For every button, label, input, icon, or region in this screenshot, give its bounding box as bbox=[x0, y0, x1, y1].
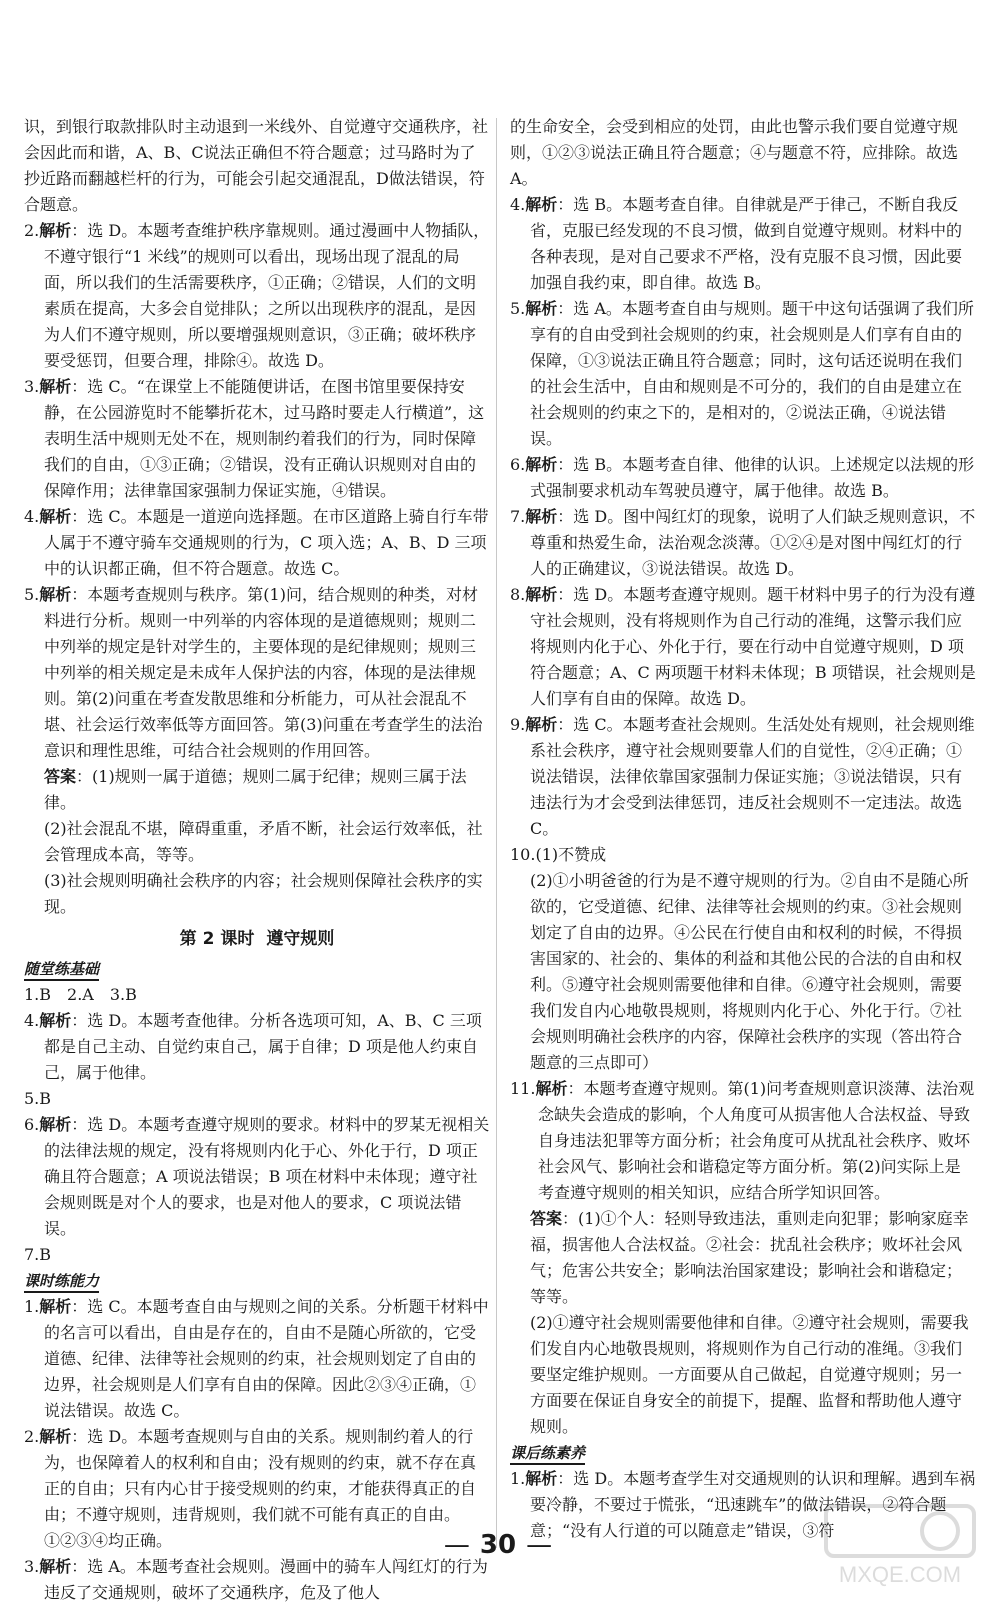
item-number: 5. bbox=[510, 299, 526, 318]
question-item bbox=[24, 1554, 490, 1606]
question-item bbox=[510, 712, 976, 842]
question-item bbox=[24, 1294, 490, 1424]
question-item bbox=[510, 582, 976, 712]
section-heading-row bbox=[510, 1440, 976, 1466]
item-label: 解析 bbox=[525, 195, 558, 214]
answer-paragraph bbox=[510, 1206, 976, 1310]
item-label: 解析 bbox=[525, 1469, 558, 1488]
answer-paragraph bbox=[510, 1310, 976, 1440]
item-number: 5. bbox=[24, 585, 40, 604]
lesson-title bbox=[24, 926, 490, 952]
item-text: (1)不赞成 bbox=[535, 845, 607, 864]
item-number: 4. bbox=[24, 507, 40, 526]
item-label: 解析 bbox=[525, 507, 558, 526]
section-heading-row bbox=[24, 1268, 490, 1294]
item-text: ：(1)规则一属于道德；规则二属于纪律；规则三属于法律。 bbox=[44, 767, 467, 812]
item-text: ：选 B。本题考查自律。自律就是严于律己，不断自我反省，克服已经发现的不良习惯，做到自觉遵守规则。材料中的各种表现，是对自己要求不严格，没有克服不良习惯，因此要加强自我约束，即自律。故选 B。 bbox=[530, 195, 963, 292]
item-text: ：选 C。本题考查自由与规则之间的关系。分析题干材料中的名言可以看出，自由是存在的，自由不是随心所欲的，它受道德、纪律、法律等社会规则的约束，社会规则划定了自由的边界，社会规则是人们享有自由的保障。因此②③④正确，①说法错误。故选 C。 bbox=[44, 1297, 489, 1420]
item-text: 的生命安全，会受到相应的处罚，由此也警示我们要自觉遵守规则，①②③说法正确且符合题意；④与题意不符，应排除。故选 A。 bbox=[510, 117, 959, 188]
watermark-text: MXQE.COM bbox=[838, 1562, 962, 1587]
item-label: 解析 bbox=[39, 377, 72, 396]
answer-line bbox=[24, 982, 490, 1008]
left-column bbox=[24, 114, 490, 1606]
question-item bbox=[24, 504, 490, 582]
lesson-name: 遵守规则 bbox=[266, 929, 335, 949]
item-label: 解析 bbox=[39, 1011, 72, 1030]
item-text: ：选 D。图中闯红灯的现象，说明了人们缺乏规则意识，不尊重和热爱生命，法治观念淡薄。①②④是对图中闯红灯的行人的正确建议，③说法错误。故选 D。 bbox=[530, 507, 976, 578]
item-label: 解析 bbox=[535, 1079, 568, 1098]
item-number: 2. bbox=[24, 221, 40, 240]
item-text: ：选 C。本题是一道逆向选择题。在市区道路上骑自行车带人属于不遵守骑车交通规则的行为，C 项入选；A、B、D 三项中的认识都正确，但不符合题意。故选 C。 bbox=[44, 507, 489, 578]
item-number: 8. bbox=[510, 585, 526, 604]
item-label: 答案 bbox=[530, 1209, 563, 1228]
question-item bbox=[510, 504, 976, 582]
question-item bbox=[510, 842, 976, 868]
item-label: 解析 bbox=[525, 299, 558, 318]
item-number: 4. bbox=[510, 195, 526, 214]
item-text: ：选 D。本题考查遵守规则的要求。材料中的罗某无视相关的法律法规的规定，没有将规则内化于心、外化于行，D 项正确且符合题意；A 项说法错误；B 项在材料中未体现；遵守社会规则既是对个人的要求，也是对他人的要求，C 项说法错误。 bbox=[44, 1115, 490, 1238]
question-item bbox=[24, 1008, 490, 1086]
question-item bbox=[510, 452, 976, 504]
lesson-number: 第 2 课时 bbox=[179, 929, 255, 949]
question-item bbox=[510, 1076, 976, 1206]
item-label: 解析 bbox=[525, 585, 558, 604]
item-text: 识，到银行取款排队时主动退到一米线外、自觉遵守交通秩序，社会因此而和谐，A、B、C说法正确但不符合题意；过马路时为了抄近路而翻越栏杆的行为，可能会引起交通混乱，D做法错误，符合题意。 bbox=[24, 117, 489, 214]
item-label: 解析 bbox=[39, 1115, 72, 1134]
question-item bbox=[24, 218, 490, 374]
item-text: ：选 A。本题考查社会规则。漫画中的骑车人闯红灯的行为违反了交通规则，破坏了交通秩序，危及了他人 bbox=[44, 1557, 488, 1602]
item-text: ：选 C。“在课堂上不能随便讲话，在图书馆里要保持安静，在公园游览时不能攀折花木，过马路时要走人行横道”，这表明生活中规则无处不在，规则制约着我们的行为，同时保障我们的自由，①③正确；②错误，没有正确认识规则对自由的保障作用；法律靠国家强制力保证实施，④错误。 bbox=[44, 377, 485, 500]
item-label: 解析 bbox=[39, 585, 72, 604]
item-number: 1. bbox=[510, 1469, 526, 1488]
answer-paragraph bbox=[24, 764, 490, 816]
item-number: 9. bbox=[510, 715, 526, 734]
item-text: ：(1)①个人：轻则导致违法，重则走向犯罪；影响家庭幸福，损害他人合法权益。②社会：扰乱社会秩序；败坏社会风气；危害公共安全；影响法治国家建设；影响社会和谐稳定；等等。 bbox=[530, 1209, 969, 1306]
section-heading: 随堂练基础 bbox=[24, 959, 99, 981]
item-number: 4. bbox=[24, 1011, 40, 1030]
item-text: ：本题考查遵守规则。第(1)问考查规则意识淡薄、法治观念缺失会造成的影响，个人角度可从损害他人合法权益、导致自身违法犯罪等方面分析；社会角度可从扰乱社会秩序、败坏社会风气、影响社会和谐稳定等方面分析。第(2)问实际上是考查遵守规则的相关知识，应结合所学知识回答。 bbox=[538, 1079, 975, 1202]
question-item bbox=[24, 374, 490, 504]
watermark-logo bbox=[820, 1500, 980, 1590]
item-text: (3)社会规则明确社会秩序的内容；社会规则保障社会秩序的实现。 bbox=[44, 871, 483, 916]
right-column bbox=[510, 114, 976, 1544]
question-item bbox=[24, 114, 490, 218]
section-heading: 课后练素养 bbox=[510, 1443, 585, 1465]
item-text: 5.B bbox=[24, 1089, 52, 1108]
item-label: 解析 bbox=[39, 507, 72, 526]
answer-paragraph bbox=[24, 816, 490, 868]
item-label: 解析 bbox=[39, 1557, 72, 1576]
item-text: ：选 D。本题考查规则与自由的关系。规则制约着人的行为，也保障着人的权利和自由；没有规则的约束，就不存在真正的自由；只有内心甘于接受规则的约束，才能获得真正的自由；不遵守规则，违背规则，我们就不可能有真正的自由。①②③④均正确。 bbox=[44, 1427, 477, 1550]
item-label: 解析 bbox=[39, 1297, 72, 1316]
question-item bbox=[510, 192, 976, 296]
item-text: ：本题考查规则与秩序。第(1)问，结合规则的种类，对材料进行分析。规则一中列举的内容体现的是道德规则；规则二中列举的规定是针对学生的，主要体现的是纪律规则；规则三中列举的相关规定是未成年人保护法的内容，体现的是法律规则。第(2)问重在考查发散思维和分析能力，可从社会混乱不堪、社会运行效率低等方面回答。第(3)问重在考查学生的法治意识和理性思维，可结合社会规则的作用回答。 bbox=[44, 585, 483, 760]
answer-line bbox=[24, 1086, 490, 1112]
item-label: 解析 bbox=[39, 221, 72, 240]
item-number: 1. bbox=[24, 1297, 40, 1316]
item-text: (2)社会混乱不堪，障碍重重，矛盾不断，社会运行效率低，社会管理成本高，等等。 bbox=[44, 819, 483, 864]
item-text: ：选 D。本题考查维护秩序靠规则。通过漫画中人物插队，不遵守银行“1 米线”的规则可以看出，现场出现了混乱的局面，所以我们的生活需要秩序，①正确；②错误，人们的文明素质在提高，大多会自觉排队；之所以出现秩序的混乱，是因为人们不遵守规则，所以要增强规则意识，③正确；破坏秩序要受惩罚，但要合理，排除④。故选 D。 bbox=[44, 221, 490, 370]
item-number: 10. bbox=[510, 845, 536, 864]
answer-line bbox=[24, 1242, 490, 1268]
question-item bbox=[24, 1112, 490, 1242]
item-label: 解析 bbox=[39, 1427, 72, 1446]
item-text: ：选 B。本题考查自律、他律的认识。上述规定以法规的形式强制要求机动车驾驶员遵守，属于他律。故选 B。 bbox=[530, 455, 975, 500]
column-divider bbox=[496, 118, 497, 1548]
answer-paragraph bbox=[510, 868, 976, 1076]
item-number: 3. bbox=[24, 377, 40, 396]
section-heading-row bbox=[24, 956, 490, 982]
item-number: 7. bbox=[510, 507, 526, 526]
question-item bbox=[24, 582, 490, 764]
item-text: 1.B 2.A 3.B bbox=[24, 985, 137, 1004]
item-text: ：选 D。本题考查学生对交通规则的认识和理解。遇到车祸要冷静，不要过于慌张，“迅速跳车”的做法错误，②符合题意；“没有人行道的可以随意走”错误，③符 bbox=[530, 1469, 976, 1540]
item-text: ：选 D。本题考查他律。分析各选项可知，A、B、C 三项都是自己主动、自觉约束自己，属于自律；D 项是他人约束自己，属于他律。 bbox=[44, 1011, 482, 1082]
section-heading: 课时练能力 bbox=[24, 1271, 99, 1293]
item-number: 3. bbox=[24, 1557, 40, 1576]
page-number-value: 30 bbox=[479, 1530, 517, 1560]
item-text: ：选 D。本题考查遵守规则。题干材料中男子的行为没有遵守社会规则，没有将规则作为自己行动的准绳，这警示我们应将规则内化于心、外化于行，要在行动中自觉遵守规则，D 项符合题意；A、C 两项题干材料未体现；B 项错误，社会规则是人们享有自由的保障。故选 D。 bbox=[530, 585, 976, 708]
item-text: (2)①遵守社会规则需要他律和自律。②遵守社会规则，需要我们发自内心地敬畏规则，将规则作为自己行动的准绳。③我们要坚定维护规则。一方面要从自己做起，自觉遵守规则；另一方面要在保证自身安全的前提下，提醒、监督和帮助他人遵守规则。 bbox=[530, 1313, 969, 1436]
item-number: 11. bbox=[510, 1079, 536, 1098]
item-text: 7.B bbox=[24, 1245, 52, 1264]
answer-paragraph bbox=[24, 868, 490, 920]
item-label: 解析 bbox=[525, 715, 558, 734]
item-label: 答案 bbox=[44, 767, 77, 786]
item-number: 6. bbox=[510, 455, 526, 474]
question-item bbox=[510, 296, 976, 452]
item-text: (2)①小明爸爸的行为是不遵守规则的行为。②自由不是随心所欲的，它受道德、纪律、法律等社会规则的约束。③社会规则划定了自由的边界。④公民在行使自由和权利的时候，不得损害国家的、社会的、集体的利益和其他公民的合法的自由和权利。⑤遵守社会规则需要他律和自律。⑥遵守社会规则，需要我们发自内心地敬畏规则，将规则内化于心、外化于行。⑦社会规则明确社会秩序的内容，保障社会秩序的实现（答出符合题意的三点即可） bbox=[530, 871, 969, 1072]
question-item bbox=[510, 114, 976, 192]
item-label: 解析 bbox=[525, 455, 558, 474]
item-text: ：选 A。本题考查自由与规则。题干中这句话强调了我们所享有的自由受到社会规则的约束，社会规则是人们享有自由的保障，①③说法正确且符合题意；同时，这句话还说明在我们的社会生活中，自由和规则是不可分的，我们的自由是建立在社会规则的约束之下的，是相对的，②说法正确，④说法错误。 bbox=[530, 299, 974, 448]
item-number: 6. bbox=[24, 1115, 40, 1134]
item-number: 2. bbox=[24, 1427, 40, 1446]
page-number: — 30 — bbox=[443, 1530, 553, 1560]
item-text: ：选 C。本题考查社会规则。生活处处有规则，社会规则维系社会秩序，遵守社会规则要靠人们的自觉性，②④正确；①说法错误，法律依靠国家强制力保证实施；③说法错误，只有违法行为才会受到法律惩罚，违反社会规则不一定违法。故选 C。 bbox=[530, 715, 975, 838]
